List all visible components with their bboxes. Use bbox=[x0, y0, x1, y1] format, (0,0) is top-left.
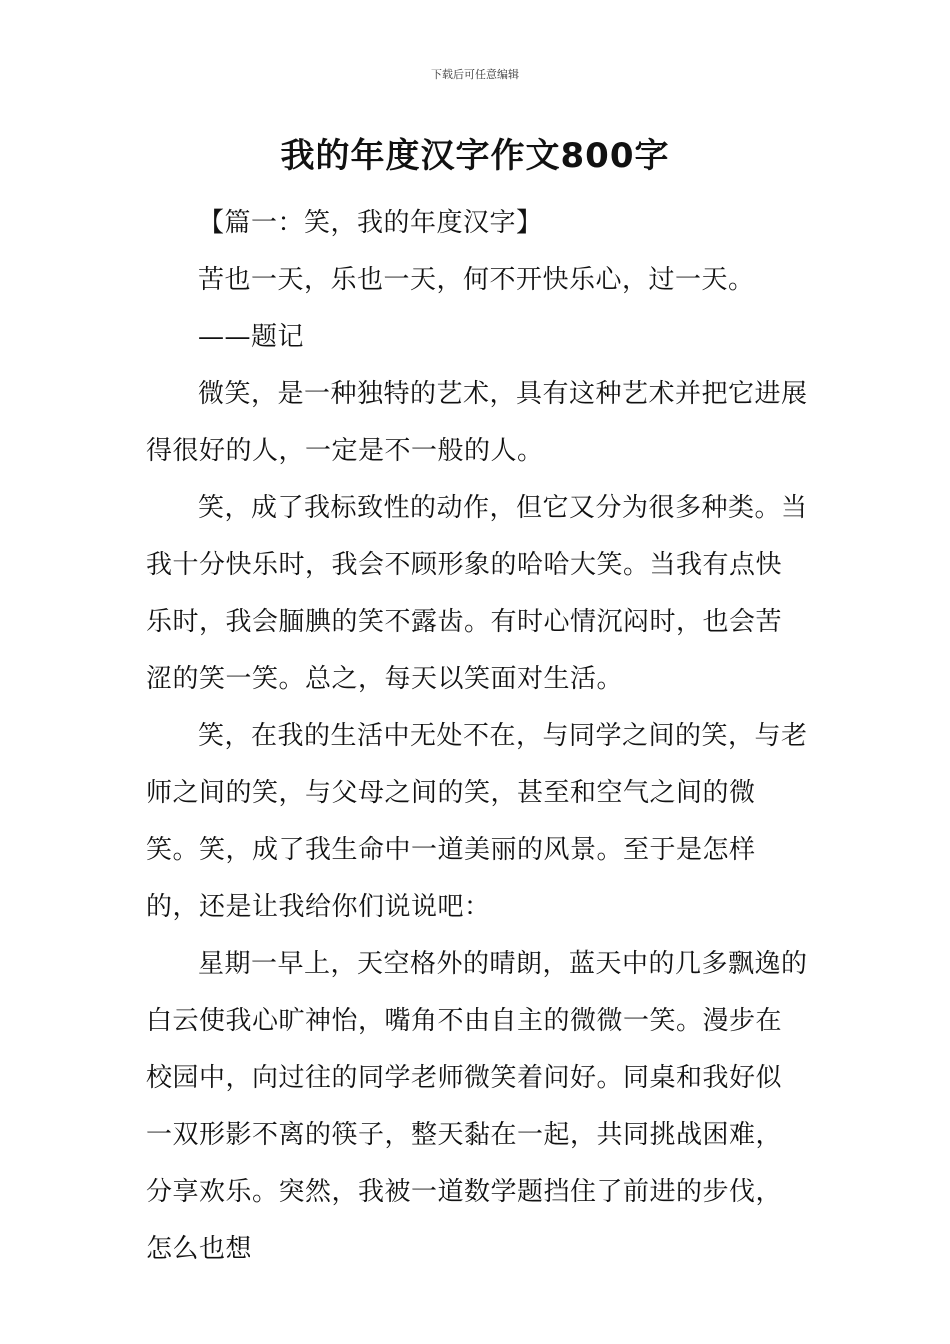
header-note: 下载后可任意编辑 bbox=[431, 68, 519, 81]
paragraph: 微笑，是一种独特的艺术，具有这种艺术并把它进展得很好的人，一定是不一般的人。 bbox=[146, 379, 808, 466]
paragraph-section-heading: 【篇一：笑，我的年度汉字】 bbox=[198, 208, 543, 238]
paragraph-epigraph: 苦也一天，乐也一天，何不开快乐心，过一天。 bbox=[198, 265, 755, 295]
paragraph-epigraph-attribution: ——题记 bbox=[198, 322, 305, 352]
paragraph: 星期一早上，天空格外的晴朗，蓝天中的几多飘逸的白云使我心旷神怡，嘴角不由自主的微微一笑。漫步在校园中，向过往的同学老师微笑着问好。同桌和我好似一双形影不离的筷子，整天黏在一起，共同挑战困难，分享欢乐。突然，我被一道数学题挡住了前进的步伐，怎么也想 bbox=[146, 949, 808, 1264]
paragraph: 笑，成了我标致性的动作，但它又分为很多种类。当我十分快乐时，我会不顾形象的哈哈大笑。当我有点快乐时，我会腼腆的笑不露齿。有时心情沉闷时，也会苦涩的笑一笑。总之，每天以笑面对生活。 bbox=[146, 493, 808, 694]
document-title: 我的年度汉字作文800字 bbox=[280, 136, 670, 176]
document-body bbox=[146, 195, 808, 1278]
paragraph: 笑，在我的生活中无处不在，与同学之间的笑，与老师之间的笑，与父母之间的笑，甚至和空气之间的微笑。笑，成了我生命中一道美丽的风景。至于是怎样的，还是让我给你们说说吧： bbox=[146, 721, 808, 922]
